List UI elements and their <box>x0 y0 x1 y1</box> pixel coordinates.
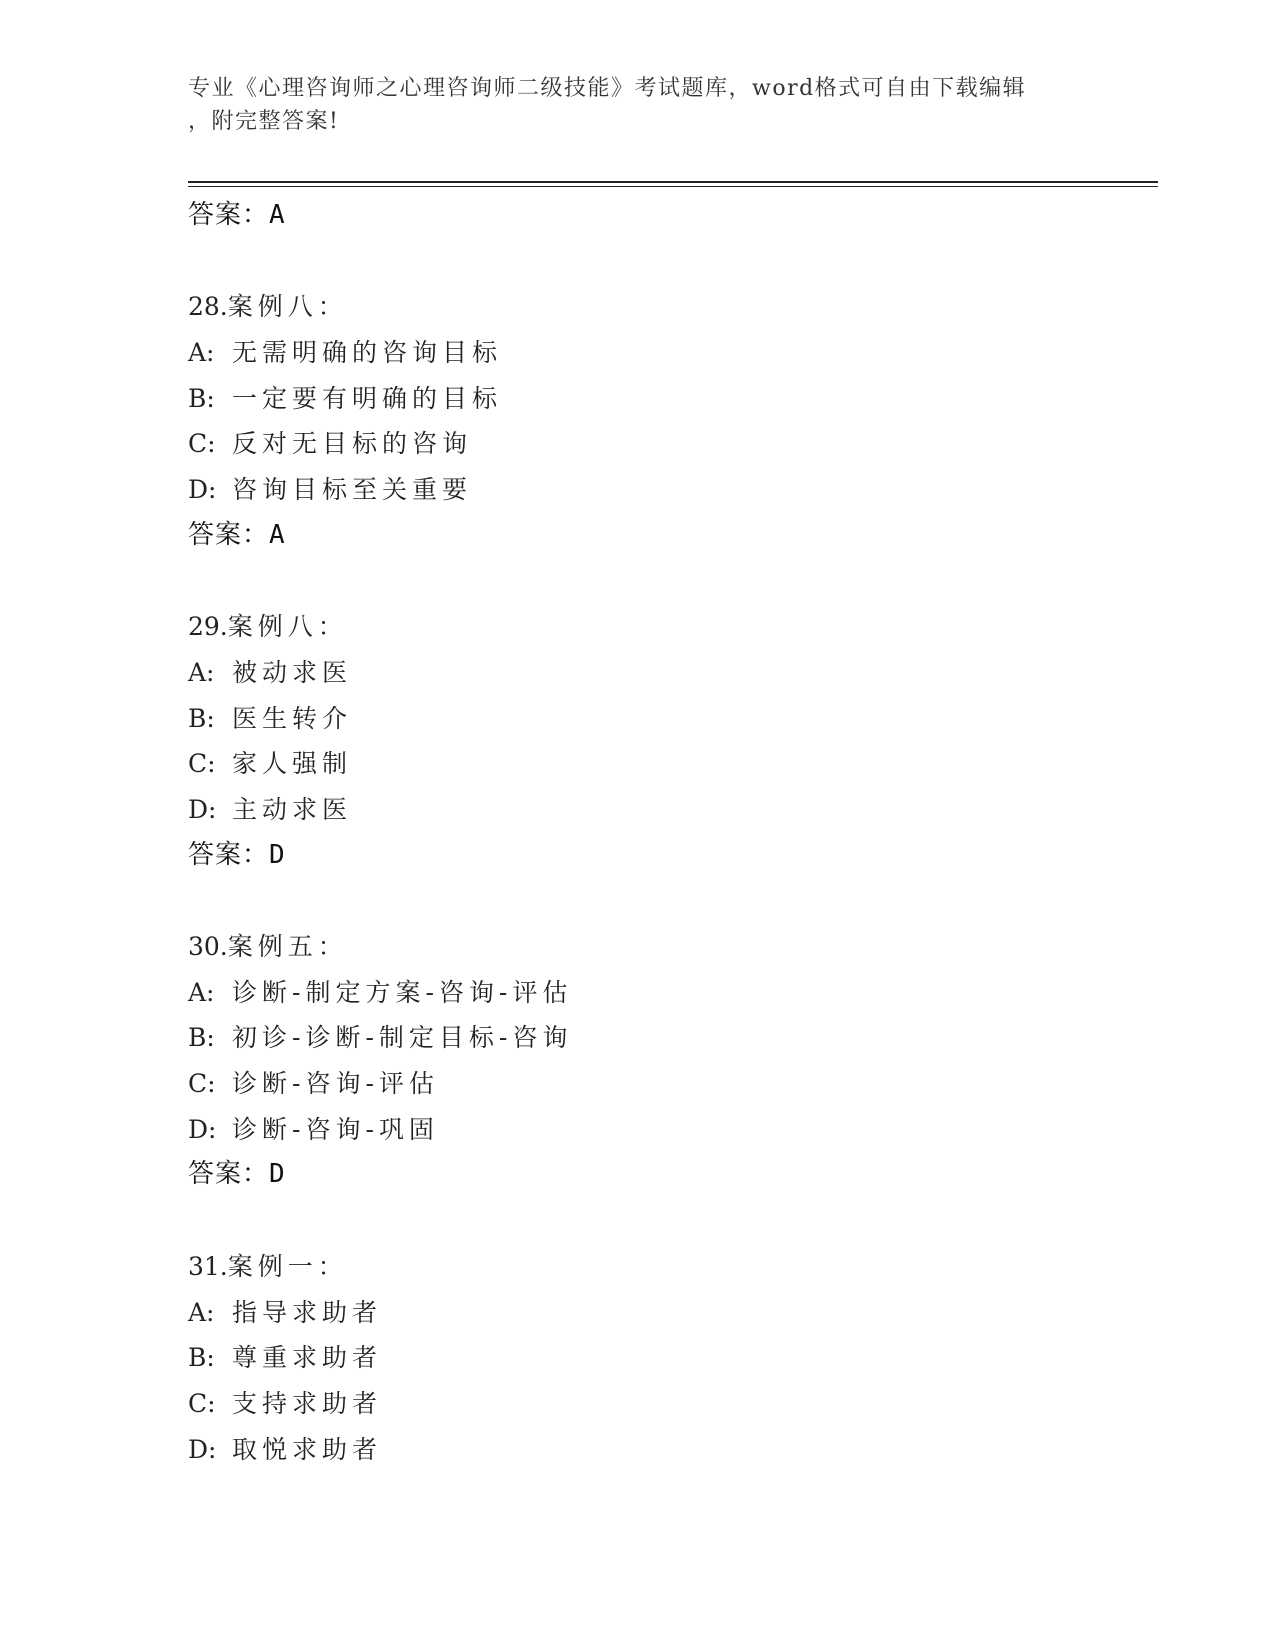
answer-label: 答案：D <box>188 1159 286 1190</box>
question-title <box>188 1244 1148 1290</box>
question-number: 28. <box>188 292 228 322</box>
option-text: 诊断-咨询-巩固 <box>232 1114 439 1144</box>
option-a <box>188 1290 1148 1336</box>
option-text: 无需明确的咨询目标 <box>232 338 503 368</box>
option-text: 反对无目标的咨询 <box>232 429 473 459</box>
option-text: 咨询目标至关重要 <box>232 475 473 505</box>
option-letter: D: <box>188 794 217 824</box>
header-divider-thin <box>188 186 1158 187</box>
option-text: 诊断-制定方案-咨询-评估 <box>232 977 573 1007</box>
option-letter: C: <box>188 749 216 779</box>
spacer <box>188 559 1148 605</box>
option-letter: A: <box>188 338 215 368</box>
question-block <box>188 604 1148 878</box>
option-d <box>188 1107 1148 1153</box>
option-letter: D: <box>188 1114 217 1144</box>
option-letter: A: <box>188 1297 215 1327</box>
option-letter: C: <box>188 429 216 459</box>
option-text: 诊断-咨询-评估 <box>232 1069 439 1099</box>
document-header <box>188 72 1088 138</box>
option-c <box>188 421 1148 467</box>
option-text: 尊重求助者 <box>232 1343 383 1373</box>
option-letter: C: <box>188 1069 216 1099</box>
option-text: 指导求助者 <box>232 1297 383 1327</box>
option-letter: B: <box>188 1023 215 1053</box>
header-line-2: ，附完整答案! <box>188 109 340 134</box>
spacer <box>188 239 1148 285</box>
option-letter: B: <box>188 383 215 413</box>
option-text: 一定要有明确的目标 <box>232 383 503 413</box>
option-b <box>188 1335 1148 1381</box>
question-text: 案例五： <box>227 932 348 961</box>
option-text: 被动求医 <box>232 657 353 687</box>
option-letter: A: <box>188 657 215 687</box>
option-d <box>188 1427 1148 1473</box>
option-letter: B: <box>188 703 215 733</box>
option-a <box>188 970 1148 1016</box>
option-text: 支持求助者 <box>232 1388 383 1418</box>
option-letter: D: <box>188 1434 217 1464</box>
question-block <box>188 284 1148 558</box>
header-divider-thick <box>188 181 1158 183</box>
answer-label: 答案：D <box>188 839 286 870</box>
question-text: 案例一： <box>227 1251 348 1281</box>
spacer <box>188 1198 1148 1244</box>
question-number: 31. <box>188 1251 228 1281</box>
question-block <box>188 924 1148 1198</box>
option-text: 取悦求助者 <box>232 1434 383 1464</box>
question-number: 30. <box>188 932 228 961</box>
option-c <box>188 1381 1148 1427</box>
answer-label: 答案：A <box>188 200 286 230</box>
header-line-1: 专业《心理咨询师之心理咨询师二级技能》考试题库，word格式可自由下载编辑 <box>188 76 1027 101</box>
question-list <box>188 193 1148 1472</box>
option-c <box>188 1061 1148 1107</box>
option-text: 医生转介 <box>232 703 353 733</box>
option-c <box>188 741 1148 787</box>
option-a <box>188 330 1148 376</box>
question-text: 案例八： <box>227 292 348 322</box>
question-title <box>188 924 1148 970</box>
option-b <box>188 1015 1148 1061</box>
option-letter: B: <box>188 1343 215 1373</box>
question-block <box>188 1244 1148 1472</box>
option-d <box>188 467 1148 513</box>
option-text: 主动求医 <box>232 794 353 824</box>
option-d <box>188 787 1148 833</box>
spacer <box>188 878 1148 924</box>
answer-label: 答案：A <box>188 519 286 550</box>
question-text: 案例八： <box>227 612 348 642</box>
option-text: 初诊-诊断-制定目标-咨询 <box>232 1023 573 1053</box>
question-number: 29. <box>188 612 228 642</box>
option-letter: A: <box>188 977 215 1007</box>
option-b <box>188 376 1148 422</box>
option-text: 家人强制 <box>232 749 353 779</box>
question-title <box>188 284 1148 330</box>
option-b <box>188 696 1148 742</box>
option-letter: D: <box>188 475 217 505</box>
option-letter: C: <box>188 1388 216 1418</box>
option-a <box>188 650 1148 696</box>
question-title <box>188 604 1148 650</box>
